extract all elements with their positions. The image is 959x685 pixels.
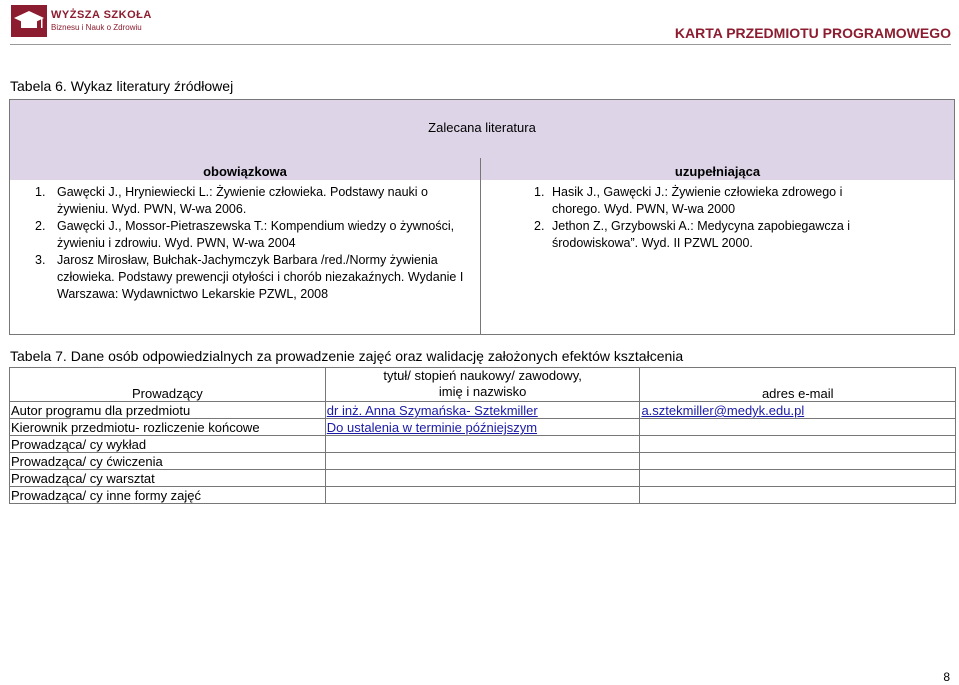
- list-item: 3. Jarosz Mirosław, Bułchak-Jachymczyk Barbara /red./Normy żywienia człowieka. Podstawy prewencji otyłości i chorób niezakaźnych. Wydanie I Warszawa: Wydawnictwo Lekarskie PZWL, 2008: [35, 253, 464, 301]
- name-cell: [325, 436, 640, 453]
- mandatory-heading: obowiązkowa: [10, 158, 480, 180]
- table-row: [10, 436, 956, 453]
- staff-header-row: [10, 368, 956, 402]
- table-row: [10, 419, 956, 436]
- table-row: [10, 453, 956, 470]
- page-number: 8: [943, 670, 950, 684]
- graduation-cap-icon: [11, 5, 47, 37]
- name-cell: [325, 402, 640, 419]
- staff-table: [9, 367, 956, 504]
- role-cell: Prowadząca/ cy warsztat: [10, 470, 326, 487]
- email-link[interactable]: a.sztekmiller@medyk.edu.pl: [641, 403, 805, 418]
- email-cell: [640, 487, 956, 504]
- logo-line-2: Biznesu i Nauk o Zdrowiu: [51, 23, 142, 32]
- list-item: 1. Hasik J., Gawęcki J.: Żywienie człowieka zdrowego i chorego. Wyd. PWN, W-wa 2000: [534, 185, 843, 216]
- literature-heading: Zalecana literatura: [428, 120, 536, 135]
- header-divider: [10, 44, 951, 45]
- header-email: adres e-mail: [640, 368, 956, 402]
- email-cell: [640, 402, 956, 419]
- header-lecturer: Prowadzący: [10, 368, 326, 402]
- table-row: [10, 487, 956, 504]
- name-cell: [325, 453, 640, 470]
- mandatory-list: [35, 184, 465, 303]
- supplementary-list: [534, 184, 894, 252]
- logo-line-1: WYŻSZA SZKOŁA: [51, 9, 152, 21]
- list-item: 1. Gawęcki J., Hryniewiecki L.: Żywienie człowieka. Podstawy nauki o żywieniu. Wyd. PWN, W-wa 2006.: [35, 185, 428, 216]
- role-cell: Kierownik przedmiotu- rozliczenie końcowe: [10, 419, 326, 436]
- email-cell: [640, 436, 956, 453]
- table-row: [10, 402, 956, 419]
- email-cell: [640, 470, 956, 487]
- name-cell: [325, 419, 640, 436]
- name-link[interactable]: dr inż. Anna Szymańska- Sztekmiller: [326, 403, 538, 418]
- name-cell: [325, 487, 640, 504]
- email-cell: [640, 419, 956, 436]
- supplementary-column: [481, 158, 954, 334]
- email-cell: [640, 453, 956, 470]
- school-logo: [11, 5, 152, 37]
- role-cell: Prowadząca/ cy ćwiczenia: [10, 453, 326, 470]
- header-title-name: tytuł/ stopień naukowy/ zawodowy, imię i nazwisko: [325, 368, 640, 402]
- literature-heading-row: [10, 100, 954, 159]
- mandatory-column: [10, 158, 481, 334]
- role-cell: Prowadząca/ cy inne formy zajęć: [10, 487, 326, 504]
- name-cell: [325, 470, 640, 487]
- document-title: KARTA PRZEDMIOTU PROGRAMOWEGO: [674, 25, 951, 41]
- table7-caption: Tabela 7. Dane osób odpowiedzialnych za prowadzenie zajęć oraz walidację założonych efektów kształcenia: [10, 348, 684, 364]
- list-item: 2. Jethon Z., Grzybowski A.: Medycyna zapobiegawcza i środowiskowa”. Wyd. II PZWL 2000.: [534, 219, 851, 250]
- supplementary-heading: uzupełniająca: [481, 158, 954, 180]
- role-cell: Prowadząca/ cy wykład: [10, 436, 326, 453]
- table6-caption: Tabela 6. Wykaz literatury źródłowej: [10, 78, 234, 94]
- role-cell: Autor programu dla przedmiotu: [10, 402, 326, 419]
- table-row: [10, 470, 956, 487]
- list-item: 2. Gawęcki J., Mossor-Pietraszewska T.: Kompendium wiedzy o żywności, żywieniu i zdrowiu. Wyd. PWN, W-wa 2004: [35, 219, 455, 250]
- literature-table: [9, 99, 955, 335]
- name-link[interactable]: Do ustalenia w terminie późniejszym: [326, 420, 538, 435]
